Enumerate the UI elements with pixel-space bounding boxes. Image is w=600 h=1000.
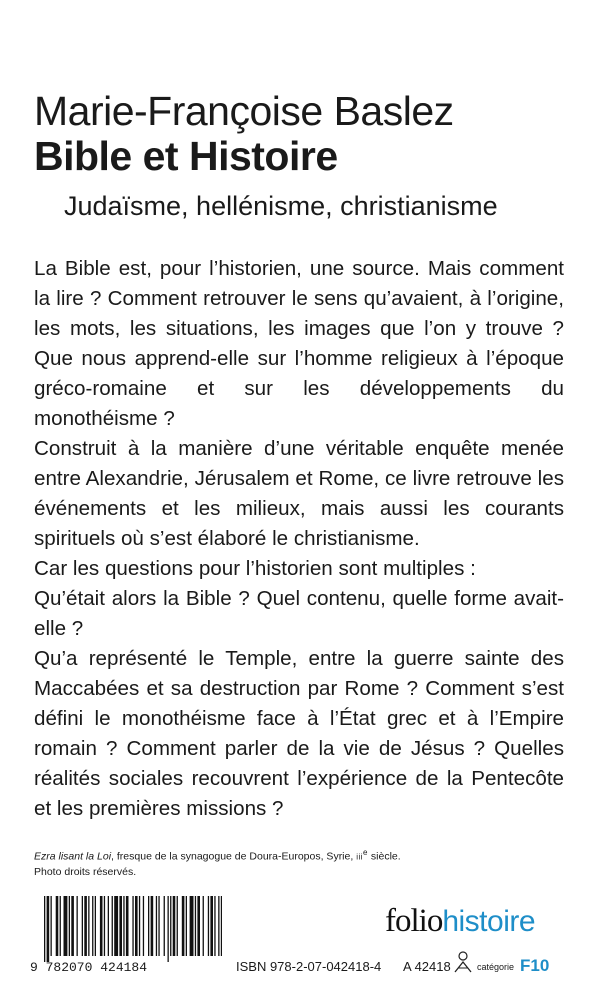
barcode <box>30 896 226 976</box>
barcode-bar <box>51 896 52 956</box>
barcode-bar <box>214 896 215 956</box>
century-numeral: iii <box>356 852 364 862</box>
barcode-bar <box>71 896 74 956</box>
barcode-bar <box>168 896 169 962</box>
barcode-bar <box>126 896 129 956</box>
barcode-bar <box>186 896 187 956</box>
blurb-paragraph: La Bible est, pour l’historien, une source. Mais comment la lire ? Comment retrouver le sens qu’avaient, à l’origine, les mots, les situations, les images que l’on y trouve ? Que nous apprend-elle sur l’homme religieux à l’époque gréco-romaine et sur les développements du monothéisme ? <box>34 257 564 430</box>
blurb-paragraph: Car les questions pour l’historien sont multiples : <box>34 557 476 580</box>
barcode-bar <box>218 896 219 956</box>
barcode-bars <box>44 896 222 962</box>
barcode-bar <box>208 896 209 956</box>
barcode-bar <box>123 896 124 956</box>
artwork-description: , fresque de la synagogue de Doura-Europos, Syrie, <box>111 850 357 863</box>
photo-rights: Photo droits réservés. <box>34 865 137 878</box>
barcode-bar <box>44 896 45 962</box>
barcode-bar <box>143 896 144 956</box>
blurb-paragraph: Qu’était alors la Bible ? Quel contenu, quelle forme avait-elle ? <box>34 587 564 640</box>
category-code: F10 <box>520 956 550 975</box>
barcode-bar <box>173 896 176 956</box>
barcode-bar <box>190 896 194 956</box>
barcode-bar <box>47 896 50 962</box>
publisher-logo <box>385 900 535 942</box>
blurb-paragraph: Construit à la manière d’une véritable enquête menée entre Alexandrie, Jérusalem et Rome, ce livre retrouve les événements et les milieux, mais aussi les courants spirituels où s’est élaboré le christianisme. <box>34 437 564 550</box>
barcode-bar <box>148 896 149 956</box>
barcode-bar <box>203 896 204 956</box>
barcode-bar <box>69 896 70 956</box>
barcode-bar <box>119 896 122 956</box>
isbn: ISBN 978-2-07-042418-4 <box>236 959 382 974</box>
barcode-bar <box>77 896 78 956</box>
barcode-bar <box>195 896 196 956</box>
barcode-digits: 9 782070 424184 <box>30 960 148 975</box>
category-label: catégorie <box>477 962 515 972</box>
barcode-bar <box>158 896 159 956</box>
barcode-bar <box>84 896 87 956</box>
barcode-bar <box>88 896 89 956</box>
barcode-bar <box>82 896 83 956</box>
logo-histoire: histoire <box>442 905 536 938</box>
barcode-bar <box>100 896 103 956</box>
barcode-bar <box>135 896 138 956</box>
century-suffix: e <box>363 848 368 857</box>
barcode-bar <box>164 896 165 956</box>
blurb-paragraph: Qu’a représenté le Temple, entre la guerre sainte des Maccabées et sa destruction par Rome ? Comment s’est défini le monothéisme face à l’État grec et à l’Empire romain ? Comment parler de la vie de Jésus ? Quelles réalités sociales recouvrent l’expérience de la Pentecôte et les premières missions ? <box>34 647 564 820</box>
barcode-bar <box>210 896 213 956</box>
barcode-bar <box>139 896 140 956</box>
barcode-bar <box>177 896 178 956</box>
gallimard-emblem-icon <box>452 950 474 974</box>
barcode-bar <box>197 896 200 956</box>
book-title: Bible et Histoire <box>34 133 338 179</box>
barcode-bar <box>221 896 222 956</box>
barcode-bar <box>95 896 96 956</box>
book-subtitle: Judaïsme, hellénisme, christianisme <box>64 191 498 221</box>
artwork-title: Ezra lisant la Loi <box>34 850 112 863</box>
century-word: siècle. <box>368 850 401 863</box>
barcode-bar <box>108 896 109 956</box>
barcode-bar <box>56 896 59 956</box>
image-credit <box>34 846 574 879</box>
logo-folio: folio <box>385 903 443 939</box>
barcode-bar <box>132 896 133 956</box>
barcode-bar <box>182 896 185 956</box>
barcode-bar <box>92 896 93 956</box>
author-name: Marie-Françoise Baslez <box>34 88 454 134</box>
reference-code: A 42418 <box>403 959 451 974</box>
barcode-bar <box>64 896 68 956</box>
barcode-bar <box>170 896 171 956</box>
barcode-bar <box>156 896 157 956</box>
barcode-bar <box>104 896 105 956</box>
blurb <box>34 254 564 824</box>
barcode-bar <box>151 896 154 956</box>
barcode-bar <box>112 896 113 956</box>
barcode-bar <box>114 896 118 956</box>
barcode-bar <box>60 896 61 956</box>
